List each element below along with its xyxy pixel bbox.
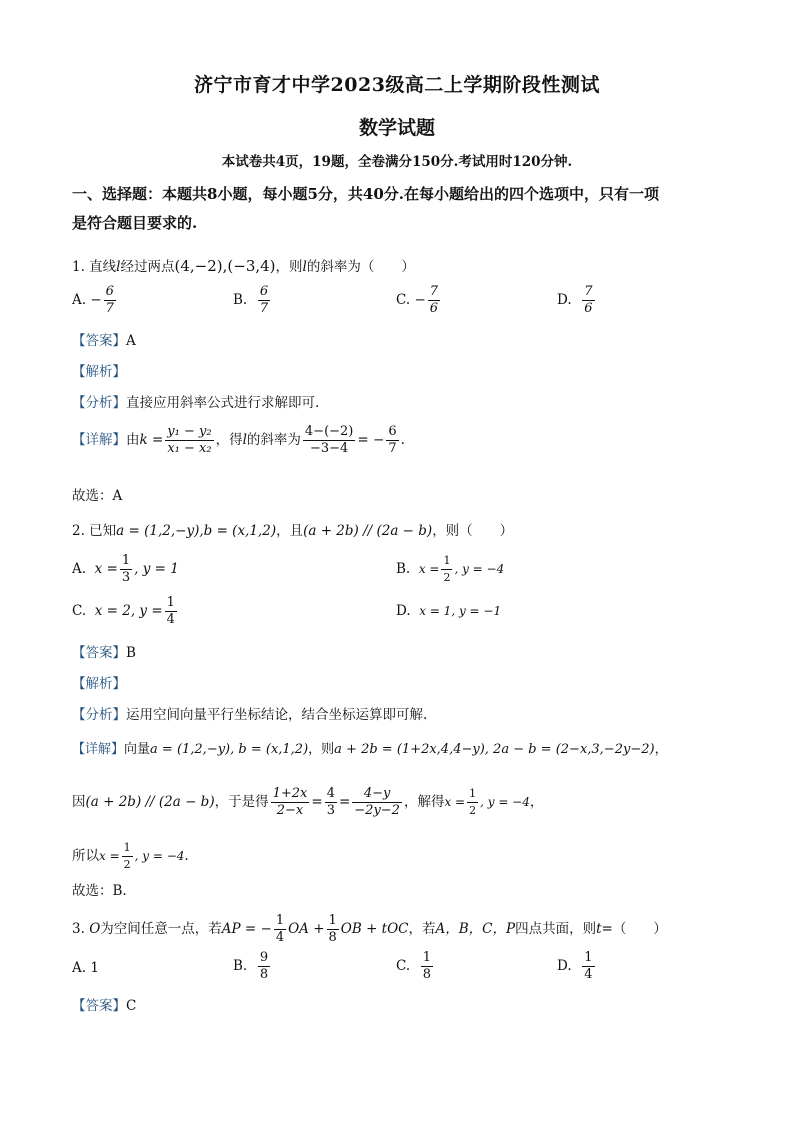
- q2-option-a: A. x = $\frac{1}{3}$ , y = 1: [72, 553, 179, 585]
- q2-option-c: C. x = 2, y = $\frac{1}{4}$: [72, 595, 175, 627]
- q2-detail-line2: 因(a + 2b) // (2a − b)，于是得 $\frac{1+2x}{2-x}$ = $\frac{4}{3}$ = $\frac{4-y}{-2y-2}$ ，解得x = $\frac{1}{2}$ , y = −4，: [72, 786, 544, 818]
- q2-analysis-label: 【解析】: [72, 676, 126, 692]
- exam-title: 济宁市育才中学2023级高二上学期阶段性测试: [194, 74, 600, 96]
- q2-detail-line1: 【详解】向量a = (1,2,−y), b = (x,1,2)，则a + 2b = (1+2x,4,4−y), 2a − b = (2−x,3,−2y−2)，: [72, 742, 668, 757]
- q2-detail-line3: 所以x = $\frac{1}{2}$ , y = −4.: [72, 841, 189, 871]
- q2-option-b: B. x = $\frac{1}{2}$ , y = −4: [396, 554, 505, 584]
- q1-option-b: B. $\frac{6}{7}$: [233, 284, 269, 316]
- q2-fenxi: 【分析】运用空间向量平行坐标结论，结合坐标运算即可解.: [72, 707, 428, 723]
- exam-info: 本试卷共4页，19题，全卷满分150分.考试用时120分钟.: [221, 154, 573, 170]
- q2-option-d: D. x = 1, y = −1: [396, 603, 502, 619]
- section-heading-line1: 一、选择题：本题共8小题，每小题5分，共40分.在每小题给出的四个选项中，只有一项: [72, 185, 659, 203]
- q3-option-d: D. $\frac{1}{4}$: [557, 950, 593, 982]
- q1-stem: 1. 直线l经过两点(4,−2),(−3,4)，则l的斜率为（ ）: [72, 257, 415, 275]
- q1-answer: 【答案】A: [72, 333, 136, 349]
- q1-option-c: C. − $\frac{7}{6}$: [396, 284, 439, 316]
- q3-answer: 【答案】C: [72, 998, 137, 1014]
- section-heading-line2: 是符合题目要求的.: [72, 214, 198, 232]
- q1-option-d: D. $\frac{7}{6}$: [557, 284, 593, 316]
- q1-choose: 故选：A: [72, 488, 123, 504]
- q3-option-c: C. $\frac{1}{8}$: [396, 950, 432, 982]
- exam-subtitle: 数学试题: [358, 117, 435, 139]
- q3-stem: 3. O为空间任意一点，若AP = − $\frac{1}{4}$ OA + $\frac{1}{8}$ OB + tOC，若A，B，C，P四点共面，则t=（ ）: [72, 913, 667, 945]
- q2-stem: 2. 已知a = (1,2,−y),b = (x,1,2)，且(a + 2b) // (2a − b)，则（ ）: [72, 523, 514, 539]
- q3-option-b: B. $\frac{9}{8}$: [233, 950, 269, 982]
- q2-answer: 【答案】B: [72, 645, 136, 661]
- q1-analysis-label: 【解析】: [72, 364, 126, 380]
- q2-choose: 故选：B.: [72, 883, 127, 899]
- q1-detail: 【详解】由k = $\frac{\text{y₁ − y₂}}{\text{x₁ − x₂}}$ ，得l的斜率为 $\frac{4-(-2)}{-3-4}$ = − $\frac{6}{7}$ .: [72, 424, 405, 456]
- q1-fenxi: 【分析】直接应用斜率公式进行求解即可.: [72, 395, 320, 411]
- q3-option-a: A. 1: [72, 960, 99, 976]
- q1-option-a: A. − $\frac{6}{7}$: [72, 284, 114, 316]
